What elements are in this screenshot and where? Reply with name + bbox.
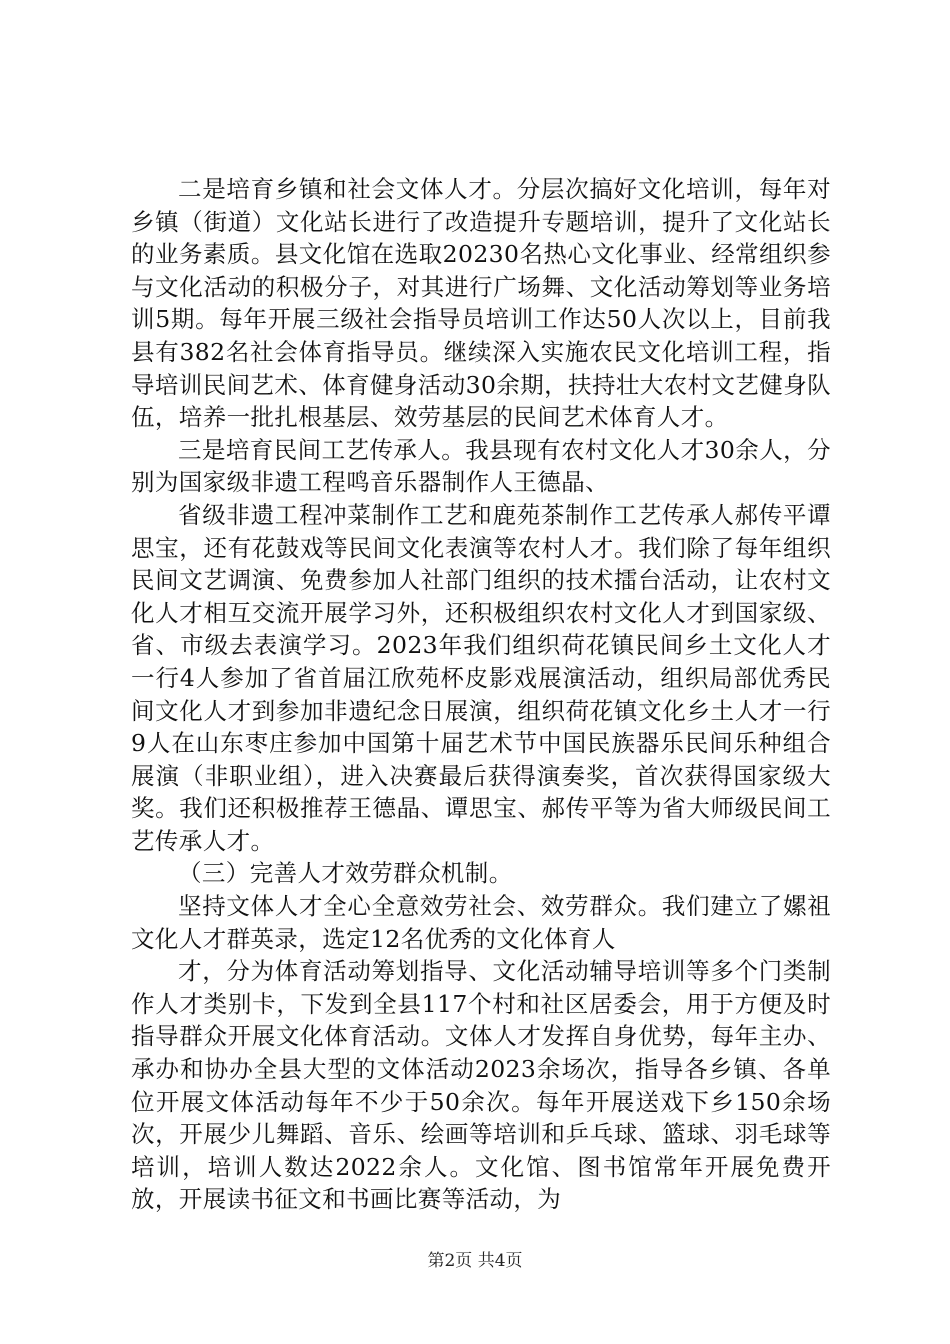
page-footer: 第2页 共4页: [427, 1251, 523, 1271]
paragraph-folk-craft-heirs: 三是培育民间工艺传承人。我县现有农村文化人才30余人，分别为国家级非遗工程鸣音乐器制作人王德晶、: [131, 435, 831, 497]
paragraph-serve-society: 坚持文体人才全心全意效劳社会、效劳群众。我们建立了嫘祖文化人才群英录，选定12名优秀的文化体育人: [131, 892, 831, 953]
paragraph-township-talent: 二是培育乡镇和社会文体人才。分层次搞好文化培训，每年对乡镇（街道）文化站长进行了改造提升专题培训，提升了文化站长的业务素质。县文化馆在选取20230名热心文化事业、经常组织参与文化活动的积极分子，对其进行广场舞、文化活动筹划等业务培训5期。每年开展三级社会指导员培训工作达50人次以上，目前我县有382名社会体育指导员。继续深入实施农民文化培训工程，指导培训民间艺术、体育健身活动30余期，扶持壮大农村文艺健身队伍，培养一批扎根基层、效劳基层的民间艺术体育人才。: [131, 175, 831, 432]
paragraph-provincial-heritage: 省级非遗工程冲菜制作工艺和鹿苑茶制作工艺传承人郝传平谭思宝，还有花鼓戏等民间文化表演等农村人才。我们除了每年组织民间文艺调演、免费参加人社部门组织的技术擂台活动，让农村文化人才相互交流开展学习外，还积极组织农村文化人才到国家级、省、市级去表演学习。2023年我们组织荷花镇民间乡土文化人才一行4人参加了省首届江欣苑杯皮影戏展演活动，组织局部优秀民间文化人才到参加非遗纪念日展演，组织荷花镇文化乡土人才一行9人在山东枣庄参加中国第十届艺术节中国民族器乐民间乐种组合展演（非职业组），进入决赛最后获得演奏奖，首次获得国家级大奖。我们还积极推荐王德晶、谭思宝、郝传平等为省大师级民间工艺传承人才。: [131, 500, 831, 855]
document-body: [131, 173, 831, 1216]
paragraph-talent-categories: 才，分为体育活动筹划指导、文化活动辅导培训等多个门类制作人才类别卡，下发到全县117个村和社区居委会，用于方便及时指导群众开展文化体育活动。文体人才发挥自身优势，每年主办、承办和协办全县大型的文体活动2023余场次，指导各乡镇、各单位开展文体活动每年不少于50余次。每年开展送戏下乡150余场次，开展少儿舞蹈、音乐、绘画等培训和乒乓球、篮球、羽毛球等培训，培训人数达2022余人。文化馆、图书馆常年开展免费开放，开展读书征文和书画比赛等活动，为: [131, 957, 831, 1214]
section-heading-service-mechanism: （三）完善人才效劳群众机制。: [178, 859, 513, 888]
